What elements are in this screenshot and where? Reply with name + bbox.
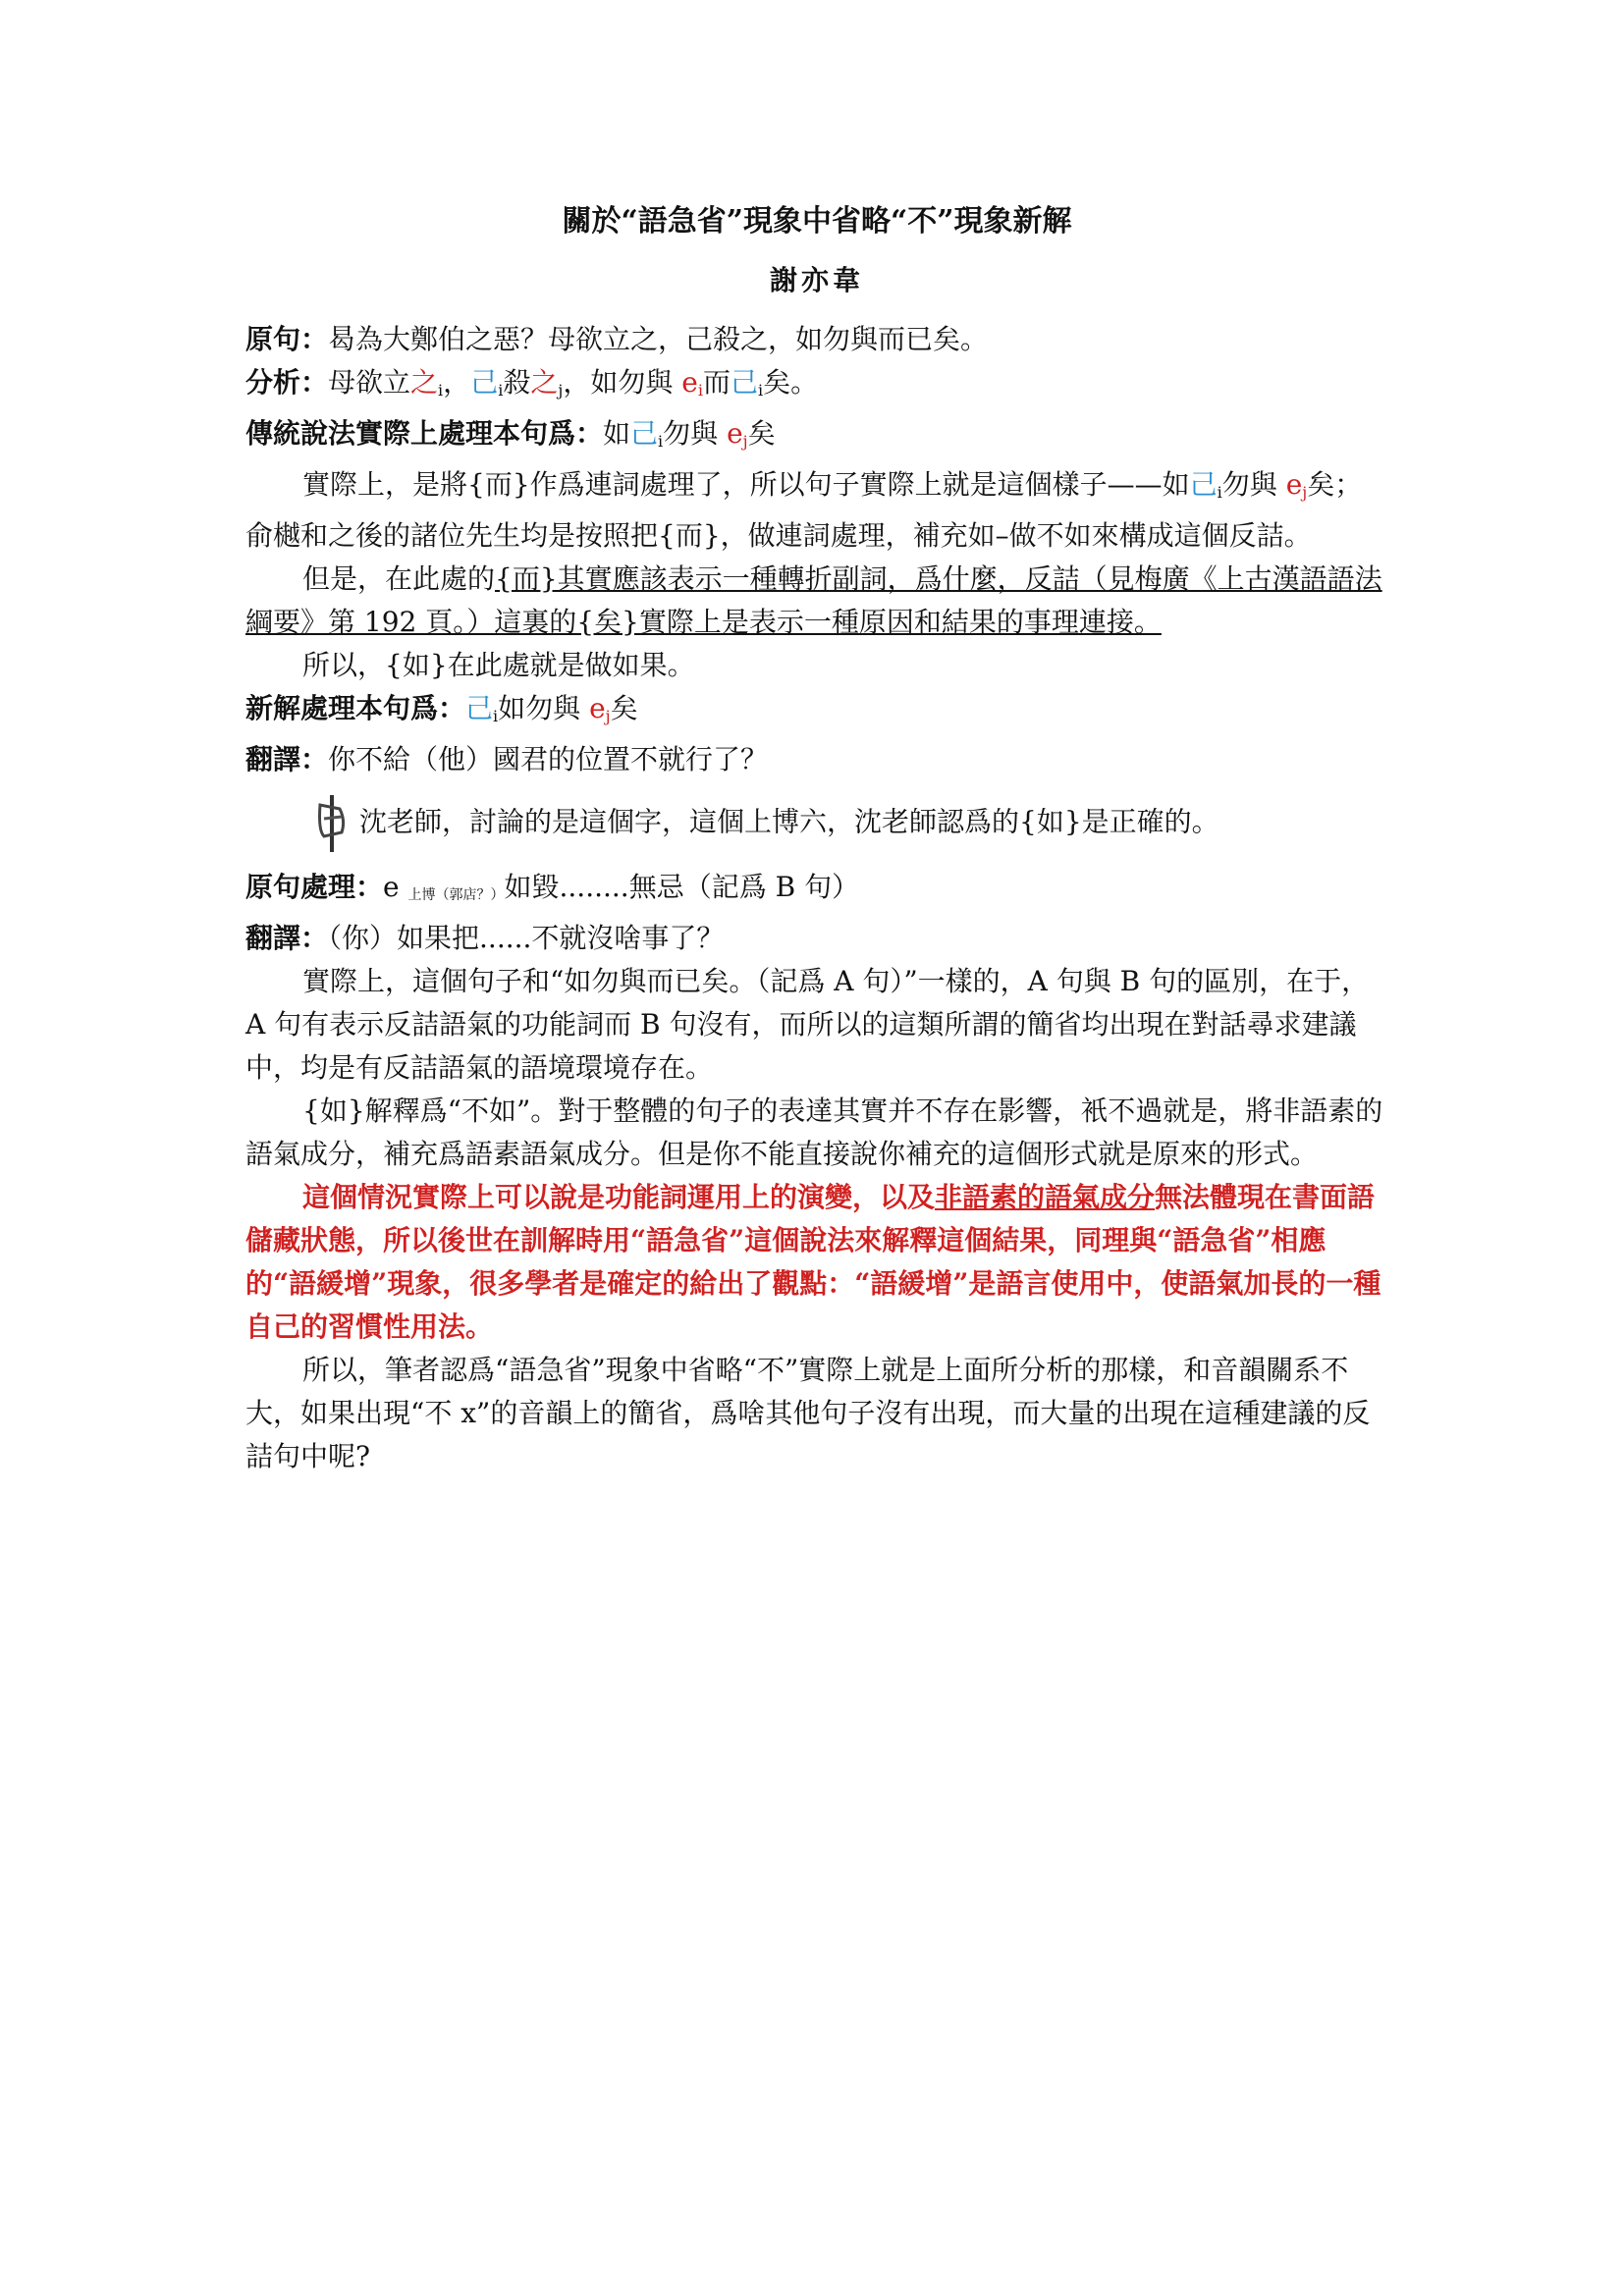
analysis-seg: 而: [702, 366, 731, 399]
ancient-character-image: [314, 791, 350, 856]
paragraph-buru: {如}解釋爲“不如”。對于整體的句子的表達其實并不存在影響，衹不過就是，將非語素的語氣成分，補充爲語素語氣成分。但是你不能直接說你補充的這個形式就是原來的形式。: [245, 1095, 1383, 1170]
traditional-seg: 矣: [747, 417, 776, 450]
label-analysis: 分析：: [245, 366, 329, 399]
highlight-underlined: 非語素的語氣成分: [935, 1181, 1156, 1213]
subscript-i: i: [1217, 483, 1222, 502]
para-seg: 實際上，是將{而}作爲連詞處理了，所以句子實際上就是這個樣子——如: [302, 468, 1190, 501]
subscript-j: j: [742, 432, 748, 451]
processing-text: 如毀........無忌（記爲 B 句）: [504, 871, 860, 903]
label-translation: 翻譯：: [245, 743, 329, 775]
para-red-e: e: [1285, 468, 1303, 501]
label-translation: 翻譯：: [245, 922, 329, 954]
para-seg: 矣；: [1307, 468, 1363, 501]
label-new-analysis: 新解處理本句爲：: [245, 692, 466, 724]
subscript-j: j: [605, 707, 611, 725]
original-processing: [245, 866, 1388, 917]
traditional-analysis: [245, 412, 1388, 463]
label-original-processing: 原句處理：: [245, 871, 384, 903]
new-seg: 矣: [610, 692, 638, 724]
original-sentence: [245, 318, 1388, 361]
document-title: 關於“語急省”現象中省略“不”現象新解: [562, 204, 1072, 239]
traditional-seg: 如: [603, 417, 631, 450]
subscript-i: i: [493, 707, 499, 725]
analysis-seg: 矣。: [763, 366, 819, 399]
analysis-red-e: e: [681, 366, 698, 399]
analysis-blue-ji: 己: [470, 366, 499, 399]
subscript-i: i: [438, 381, 444, 400]
paragraph-conclusion: 所以，筆者認爲“語急省”現象中省略“不”實際上就是上面所分析的那樣，和音韻關系不大，如果出現“不 x”的音韻上的簡省，爲啥其他句子沒有出現，而大量的出現在這種建議的反詰句中呢?: [245, 1354, 1371, 1472]
traditional-red-e: e: [727, 417, 743, 450]
analysis-red-zhi: 之: [530, 366, 559, 399]
subscript-j: j: [558, 381, 564, 400]
source-note: 上博（郭店？）: [407, 887, 505, 903]
analysis-line: [245, 361, 1388, 412]
paragraph-so-ru: 所以，{如}在此處就是做如果。: [302, 649, 695, 681]
analysis-red-zhi: 之: [410, 366, 439, 399]
translation-text: 你不給（他）國君的位置不就行了？: [328, 743, 769, 775]
character-note: [245, 791, 1388, 856]
paragraph-however: [245, 558, 1388, 644]
new-analysis: [245, 687, 1388, 738]
para-blue-ji: 己: [1189, 468, 1218, 501]
subscript-i: i: [757, 381, 764, 400]
paragraph-conjunction: [245, 463, 1388, 558]
analysis-seg: 殺: [503, 366, 531, 399]
traditional-blue-ji: 己: [630, 417, 659, 450]
traditional-seg: 勿與: [663, 417, 728, 450]
analysis-seg: ，如勿與: [563, 366, 682, 399]
author-name: 謝亦韋: [769, 264, 864, 296]
subscript-i: i: [658, 432, 664, 451]
new-red-e: e: [589, 692, 606, 724]
processing-e: e: [383, 871, 408, 903]
new-blue-ji: 己: [465, 692, 494, 724]
analysis-seg: 母欲立: [328, 366, 411, 399]
character-note-text: 沈老師，討論的是這個字，這個上博六，沈老師認爲的{如}是正確的。: [359, 805, 1219, 838]
paragraph-a-b-compare: 實際上，這個句子和“如勿與而已矣。（記爲 A 句）”一樣的，A 句與 B 句的區別，在于，A 句有表示反詰語氣的功能詞而 B 句沒有，而所以的這類所謂的簡省均出現在對話尋求建議中，均是有反詰語氣的語境環境存在。: [245, 965, 1370, 1084]
translation-1: [245, 738, 1388, 781]
para-seg: 俞樾和之後的諸位先生均是按照把{而}，做連詞處理，補充如–做不如來構成這個反詰。: [245, 519, 1312, 552]
paragraph-highlight: [245, 1176, 1388, 1349]
label-original: 原句：: [245, 323, 329, 355]
para-seg: 但是，在此處的: [302, 562, 496, 595]
subscript-j: j: [1302, 483, 1308, 502]
subscript-i: i: [697, 381, 703, 400]
analysis-seg: ，: [443, 366, 471, 399]
para-seg: 勿與: [1221, 468, 1286, 501]
label-traditional: 傳統說法實際上處理本句爲：: [245, 417, 604, 450]
document-page: [245, 196, 1388, 1478]
subscript-i: i: [498, 381, 504, 400]
new-seg: 如勿與: [498, 692, 590, 724]
analysis-blue-ji: 己: [730, 366, 758, 399]
translation-text: （你）如果把......不就沒啥事了？: [328, 922, 725, 954]
highlight-seg: 無法體現在書面語儲藏狀態，所以後世在訓解時用“語急省”這個說法來解釋這個結果，同理與“語急省”相應的“語緩增”現象，很多學者是確定的給出了觀點：“語緩增”是語言使用中，使語氣加長的一種自己的習慣性用法。: [245, 1181, 1381, 1343]
translation-2: [245, 917, 1388, 960]
original-text: 曷為大鄭伯之惡？母欲立之，己殺之，如勿與而已矣。: [328, 323, 989, 355]
underlined-text: {而}其實應該表示一種轉折副詞，爲什麼，反詰（見梅廣《上古漢語語法綱要》第 192 頁。）這裏的{矣}實際上是表示一種原因和結果的事理連接。: [245, 562, 1382, 638]
highlight-seg: 這個情況實際上可以說是功能詞運用上的演變，以及: [302, 1181, 936, 1213]
